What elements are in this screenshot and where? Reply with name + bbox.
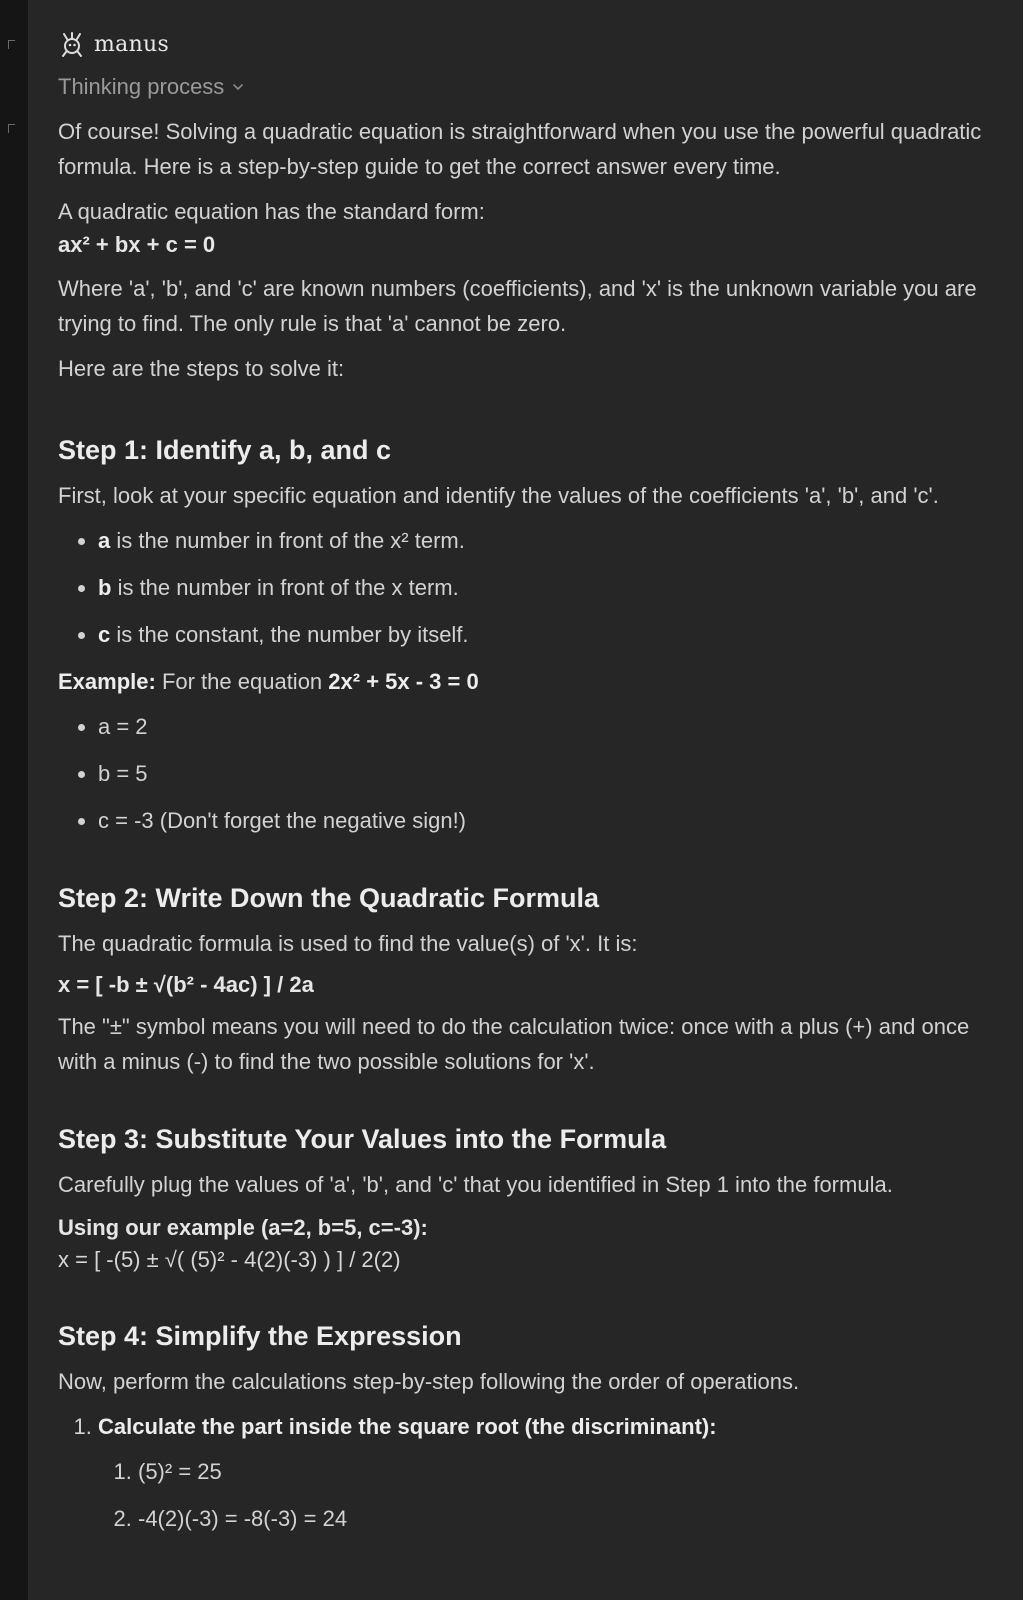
rail-marker bbox=[8, 124, 15, 133]
coefficient-definitions-list bbox=[58, 523, 1008, 652]
standard-form-equation: ax² + bx + c = 0 bbox=[58, 232, 216, 257]
list-item: • a is the number in front of the x² term. bbox=[98, 523, 1008, 558]
step4-description: Now, perform the calculations step-by-step following the order of operations. bbox=[58, 1369, 800, 1394]
list-item: • a = 2 bbox=[98, 709, 1008, 744]
step1-heading: Step 1: Identify a, b, and c bbox=[58, 435, 392, 465]
step4-heading: Step 4: Simplify the Expression bbox=[58, 1321, 462, 1351]
example-text: For the equation bbox=[155, 669, 329, 694]
assistant-header bbox=[58, 24, 1008, 64]
intro-paragraph: Of course! Solving a quadratic equation is straightforward when you use the powerful quadratic formula. Here is a step-by-step guide to get the correct answer every time. bbox=[58, 119, 982, 179]
assistant-name: manus bbox=[94, 31, 170, 57]
list-item: • c = -3 (Don't forget the negative sign!) bbox=[98, 803, 1008, 838]
list-item: • c is the constant, the number by itself. bbox=[98, 617, 1008, 652]
step1-description: First, look at your specific equation and identify the values of the coefficients 'a', 'b', and 'c'. bbox=[58, 483, 939, 508]
steps-lead-in: Here are the steps to solve it: bbox=[58, 356, 345, 381]
example-label: Example: bbox=[58, 669, 156, 694]
assistant-message bbox=[58, 24, 1008, 1548]
thinking-process-label: Thinking process bbox=[58, 74, 225, 99]
step3-heading: Step 3: Substitute Your Values into the Formula bbox=[58, 1124, 667, 1154]
simplify-steps-list bbox=[58, 1409, 1008, 1536]
list-item: 2. -4(2)(-3) = -8(-3) = 24 bbox=[138, 1501, 1008, 1536]
thinking-process-toggle[interactable] bbox=[58, 74, 244, 100]
list-item: • b = 5 bbox=[98, 756, 1008, 791]
left-rail bbox=[0, 0, 29, 1600]
chat-panel bbox=[29, 0, 1023, 1600]
step2-description: The quadratic formula is used to find the value(s) of 'x'. It is: bbox=[58, 931, 638, 956]
manus-logo-icon bbox=[58, 30, 86, 58]
quadratic-formula: x = [ -b ± √(b² - 4ac) ] / 2a bbox=[58, 972, 314, 997]
discriminant-step-label: Calculate the part inside the square root (the discriminant): bbox=[98, 1414, 717, 1439]
example-line bbox=[58, 664, 1008, 699]
standard-form-intro: A quadratic equation has the standard form: bbox=[58, 199, 485, 224]
substituted-formula: x = [ -(5) ± √( (5)² - 4(2)(-3) ) ] / 2(2) bbox=[58, 1247, 401, 1272]
example-equation: 2x² + 5x - 3 = 0 bbox=[328, 669, 479, 694]
step3-example-label: Using our example (a=2, b=5, c=-3): bbox=[58, 1215, 428, 1240]
example-values-list bbox=[58, 709, 1008, 838]
coefficients-explanation: Where 'a', 'b', and 'c' are known numbers (coefficients), and 'x' is the unknown variable you are trying to find. The only rule is that 'a' cannot be zero. bbox=[58, 276, 977, 336]
step2-heading: Step 2: Write Down the Quadratic Formula bbox=[58, 883, 600, 913]
list-item bbox=[98, 1409, 1008, 1536]
discriminant-substeps bbox=[98, 1454, 1008, 1536]
list-item: 1. (5)² = 25 bbox=[138, 1454, 1008, 1489]
list-item: • b is the number in front of the x term. bbox=[98, 570, 1008, 605]
step3-description: Carefully plug the values of 'a', 'b', and 'c' that you identified in Step 1 into the formula. bbox=[58, 1172, 893, 1197]
plus-minus-note: The "±" symbol means you will need to do the calculation twice: once with a plus (+) and once with a minus (-) to find the two possible solutions for 'x'. bbox=[58, 1014, 970, 1074]
chevron-down-icon bbox=[232, 81, 244, 93]
rail-marker bbox=[8, 40, 15, 49]
